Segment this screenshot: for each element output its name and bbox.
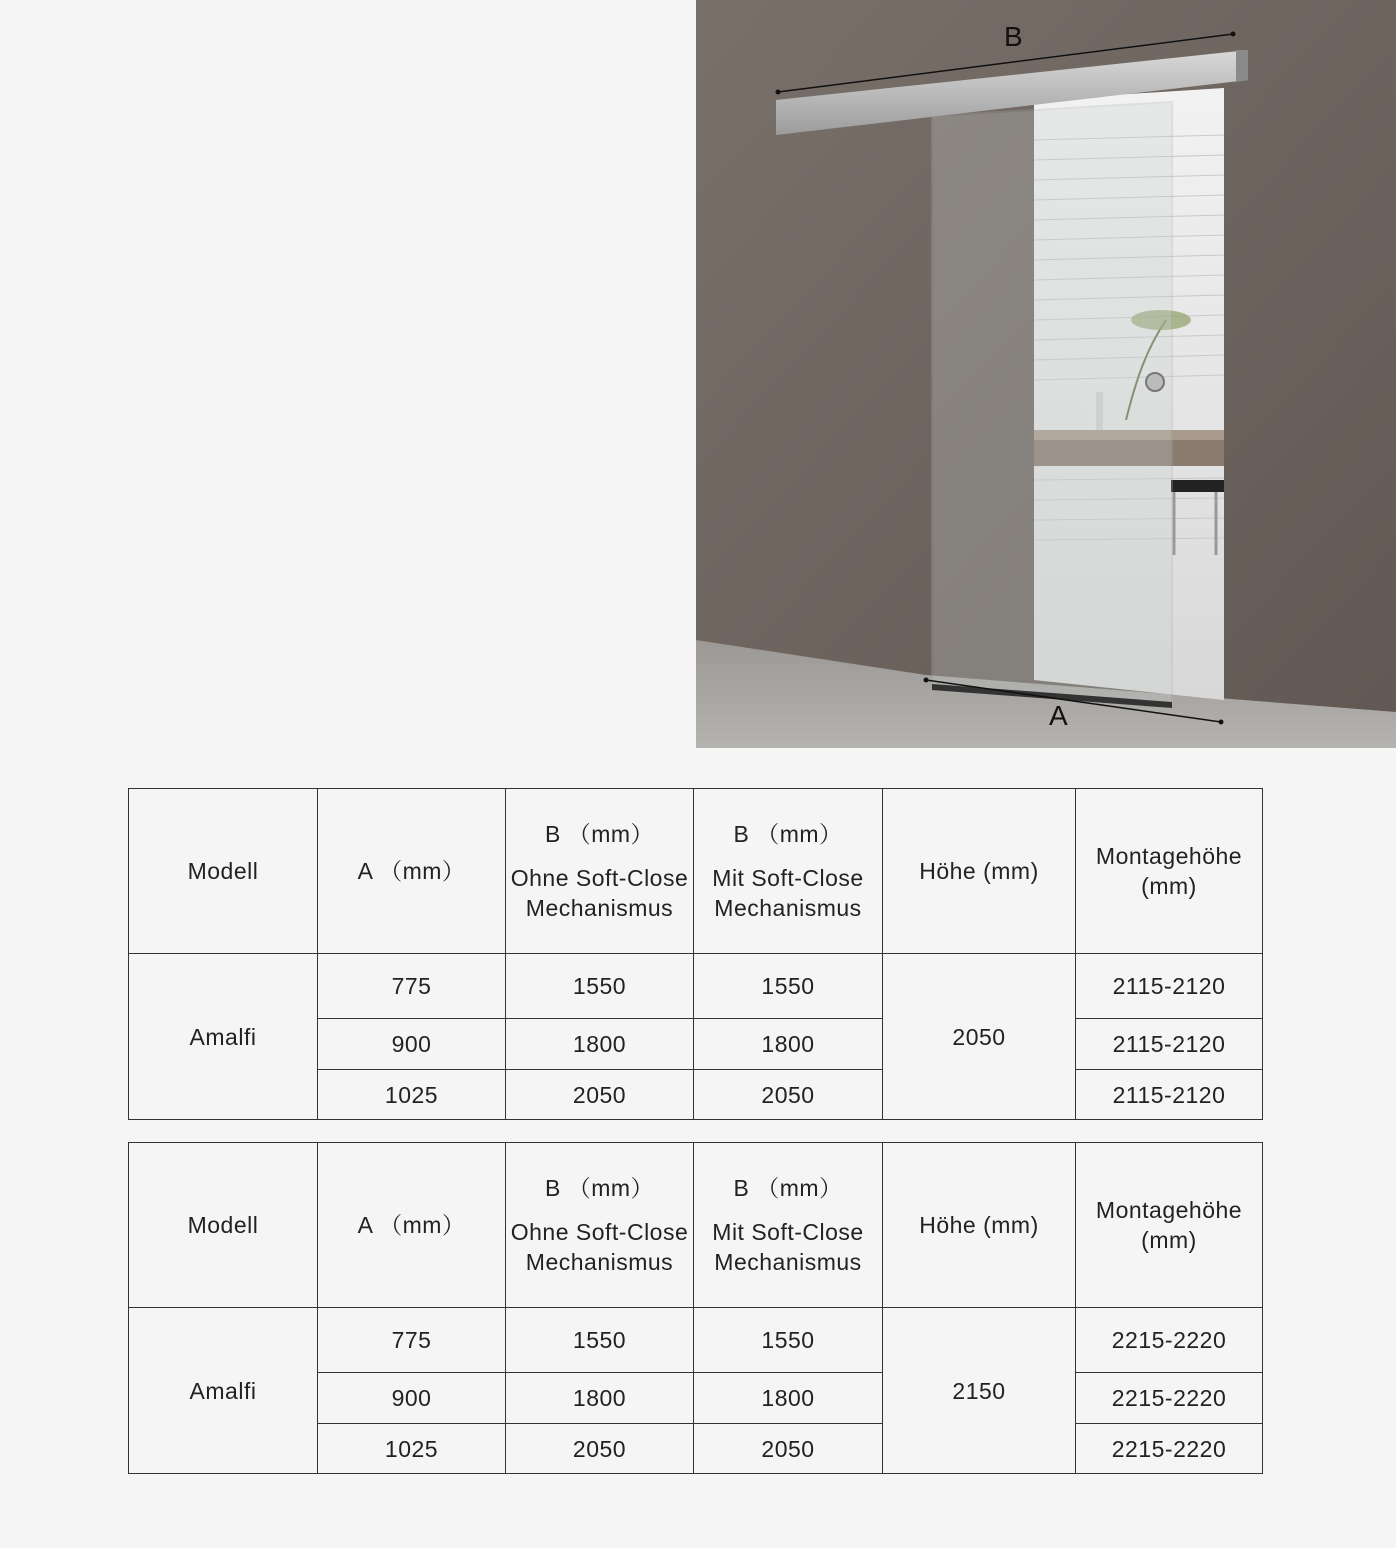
header-modell: Modell (129, 789, 318, 954)
cell-a: 900 (318, 1019, 506, 1070)
cell-b-ohne: 2050 (506, 1070, 694, 1120)
cell-b-ohne: 1550 (506, 954, 694, 1019)
chair (1171, 480, 1224, 492)
dimension-label-b: B (1004, 21, 1023, 52)
header-montagehoehe: Montagehöhe (mm) (1076, 789, 1263, 954)
cell-a: 775 (318, 954, 506, 1019)
cell-b-ohne: 1800 (506, 1019, 694, 1070)
spec-table-1 (128, 788, 1263, 1120)
cell-a: 1025 (318, 1424, 506, 1474)
cell-a: 775 (318, 1308, 506, 1373)
header-b-unit: B （mm） (544, 1175, 655, 1201)
cell-b-mit: 1800 (694, 1019, 883, 1070)
header-modell: Modell (129, 1143, 318, 1308)
model-name: Amalfi (129, 1308, 318, 1474)
header-hoehe: Höhe (mm) (883, 789, 1076, 954)
cell-montage: 2115-2120 (1076, 1070, 1263, 1120)
cell-montage: 2115-2120 (1076, 954, 1263, 1019)
header-b-unit: B （mm） (733, 1175, 843, 1201)
glass-door-panel (932, 102, 1172, 710)
header-b-ohne-desc: Ohne Soft-Close Mechanismus (510, 865, 689, 921)
header-row (129, 1143, 1263, 1308)
cell-montage: 2215-2220 (1076, 1308, 1263, 1373)
cell-a: 1025 (318, 1070, 506, 1120)
table-row (129, 954, 1263, 1019)
header-b-ohne-softclose (506, 1143, 694, 1308)
cell-b-mit: 2050 (694, 1070, 883, 1120)
header-b-mit-softclose (694, 789, 883, 954)
dimension-label-a: A (1049, 700, 1068, 731)
header-a-mm: A （mm） (318, 1143, 506, 1308)
header-b-unit: B （mm） (544, 821, 655, 847)
header-hoehe: Höhe (mm) (883, 1143, 1076, 1308)
cell-hoehe: 2150 (883, 1308, 1076, 1474)
cell-hoehe: 2050 (883, 954, 1076, 1120)
cell-b-mit: 1800 (694, 1373, 883, 1424)
cell-montage: 2115-2120 (1076, 1019, 1263, 1070)
header-row (129, 789, 1263, 954)
header-b-ohne-softclose (506, 789, 694, 954)
header-a-mm: A （mm） (318, 789, 506, 954)
cell-montage: 2215-2220 (1076, 1373, 1263, 1424)
header-b-unit: B （mm） (733, 821, 843, 847)
sliding-door-illustration (696, 0, 1396, 748)
cell-b-ohne: 2050 (506, 1424, 694, 1474)
cell-b-mit: 1550 (694, 954, 883, 1019)
cell-b-ohne: 1550 (506, 1308, 694, 1373)
header-montagehoehe: Montagehöhe (mm) (1076, 1143, 1263, 1308)
header-b-mit-softclose (694, 1143, 883, 1308)
cell-montage: 2215-2220 (1076, 1424, 1263, 1474)
model-name: Amalfi (129, 954, 318, 1120)
cell-b-mit: 1550 (694, 1308, 883, 1373)
cell-b-mit: 2050 (694, 1424, 883, 1474)
header-b-mit-desc: Mit Soft-Close Mechanismus (712, 1219, 864, 1275)
spec-table-2 (128, 1142, 1263, 1474)
cell-a: 900 (318, 1373, 506, 1424)
header-b-mit-desc: Mit Soft-Close Mechanismus (712, 865, 864, 921)
product-photo (696, 0, 1396, 748)
table-row (129, 1308, 1263, 1373)
door-handle (1146, 373, 1164, 391)
header-b-ohne-desc: Ohne Soft-Close Mechanismus (510, 1219, 689, 1275)
cell-b-ohne: 1800 (506, 1373, 694, 1424)
